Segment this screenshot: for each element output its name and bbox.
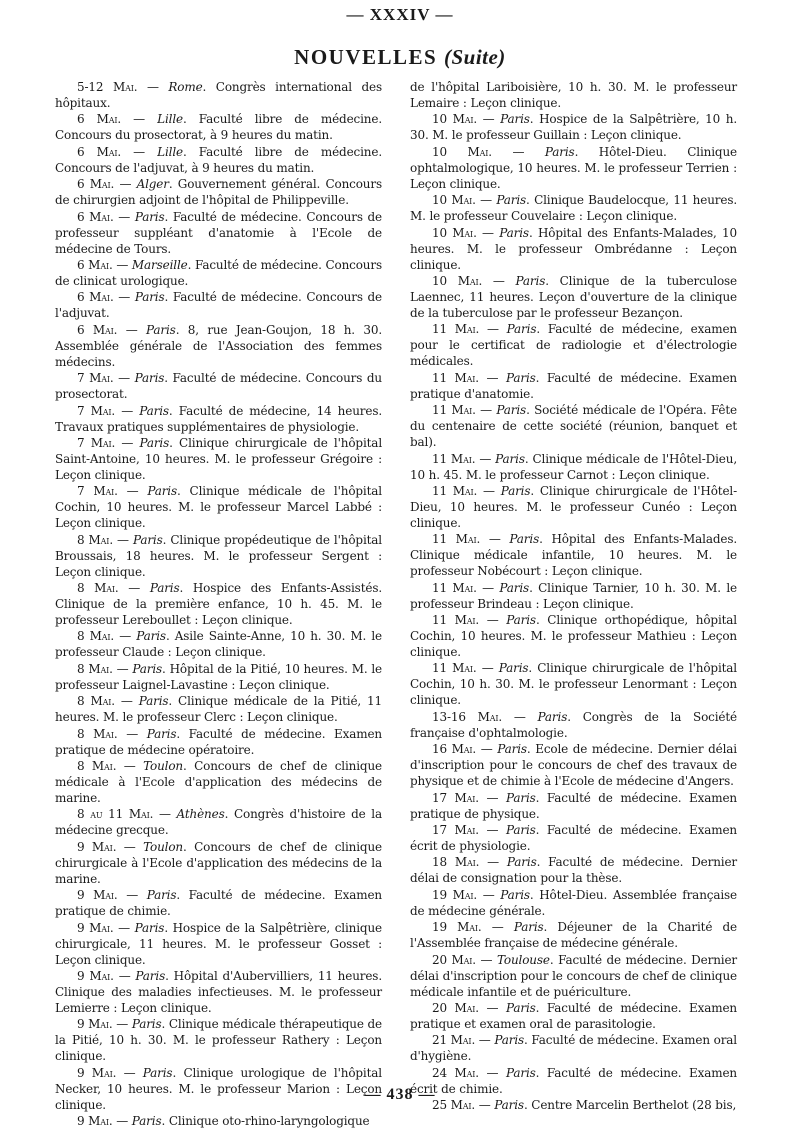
entry-date: 11 Mai. xyxy=(432,613,480,628)
entry-city: Paris xyxy=(499,225,529,240)
entry-date: 7 Mai. xyxy=(77,371,114,386)
entry-date: 24 Mai. xyxy=(432,1065,479,1080)
entry-city: Paris xyxy=(500,887,530,902)
entry-date: 13-16 Mai. xyxy=(432,709,503,724)
news-entry: 6 Mai. — Alger. Gouvernement général. Concours de chirurgien adjoint de l'hôpital de Philippeville. xyxy=(55,177,382,208)
entry-city: Paris xyxy=(513,920,544,935)
news-entry: 11 Mai. — Paris. Clinique médicale de l'Hôtel-Dieu, 10 h. 45. M. le professeur Carnot : Leçon clinique. xyxy=(410,451,737,482)
entry-text: Faculté de médecine, examen pour le certificat de radiologie et d'électrologie médicales. xyxy=(410,322,737,369)
entry-date: 9 Mai. xyxy=(77,888,118,903)
entry-text: Hôpital des Enfants-Malades, 10 heures. M. le professeur Ombrédanne : Leçon clinique. xyxy=(410,225,737,272)
entry-date: 7 Mai. xyxy=(77,435,116,450)
entry-date: 6 Mai. xyxy=(77,177,115,192)
entry-city: Paris xyxy=(134,290,165,305)
entry-date: 19 Mai. xyxy=(432,887,478,902)
entry-city: Paris xyxy=(506,613,536,628)
page-section-number: — XXXIV — xyxy=(346,5,454,24)
entry-city: Paris xyxy=(135,968,166,983)
entry-text: Congrès d'histoire de la médecine grecque. xyxy=(55,807,382,838)
entry-text: Asile Sainte-Anne, 10 h. 30. M. le professeur Claude : Leçon clinique. xyxy=(55,629,382,660)
news-entry: 8 Mai. — Paris. Hôpital de la Pitié, 10 heures. M. le professeur Laignel-Lavastine : Leçon clinique. xyxy=(55,661,382,692)
news-entry: 17 Mai. — Paris. Faculté de médecine. Examen pratique de physique. xyxy=(410,790,737,821)
entry-date: 11 Mai. xyxy=(432,483,478,498)
entry-text: Déjeuner de la Charité de l'Assemblée française de médecine générale. xyxy=(410,920,737,951)
entry-city: Athènes xyxy=(176,807,225,822)
entry-city: Paris xyxy=(505,790,536,805)
entry-text: Faculté de médecine. Concours du prosectorat. xyxy=(55,371,382,402)
entry-text: Faculté de médecine. Examen pratique de médecine opératoire. xyxy=(55,726,382,757)
entry-city: Paris xyxy=(496,403,527,418)
entry-city: Paris xyxy=(537,709,568,724)
news-entry: 13-16 Mai. — Paris. Congrès de la Société française d'ophtalmologie. xyxy=(410,709,737,740)
news-entry: 24 Mai. — Paris. Faculté de médecine. Examen écrit de chimie. xyxy=(410,1065,737,1096)
entry-text: Clinique médicale de la Pitié, 11 heures. M. le professeur Clerc : Leçon clinique. xyxy=(55,694,382,725)
entry-date: 8 Mai. xyxy=(77,532,113,547)
entry-date: 9 Mai. xyxy=(77,1065,117,1080)
entry-text: Faculté libre de médecine. Concours de l'adjuvat, à 9 heures du matin. xyxy=(55,144,382,175)
entry-date: 17 Mai. xyxy=(432,823,479,838)
entry-city: Paris xyxy=(136,629,166,644)
news-entry: 11 Mai. — Paris. Société médicale de l'Opéra. Fête du centenaire de cette société (réunion, banquet et bal). xyxy=(410,403,737,450)
entry-text: Faculté de médecine. Dernier délai d'inscription pour le concours de chef de clinique médicale infantile et de puériculture. xyxy=(410,952,737,999)
entry-text: Faculté de médecine. Examen oral d'hygiène. xyxy=(410,1033,737,1064)
entry-text: Faculté de médecine. Examen pratique d'anatomie. xyxy=(410,370,737,401)
entry-date: 11 Mai. xyxy=(432,532,481,547)
entry-text: Gouvernement général. Concours de chirurgien adjoint de l'hôpital de Philippeville. xyxy=(55,177,382,208)
entry-text: Hôpital des Enfants-Malades. Clinique médicale infantile, 10 heures. M. le professeur Nobécourt : Leçon clinique. xyxy=(410,532,737,579)
news-entry: 11 Mai. — Paris. Clinique chirurgicale de l'hôpital Cochin, 10 h. 30. M. le professeur Lenormant : Leçon clinique. xyxy=(410,661,737,708)
news-entry: 11 Mai. — Paris. Hôpital des Enfants-Malades. Clinique médicale infantile, 10 heures. M. le professeur Nobécourt : Leçon clinique. xyxy=(410,532,737,579)
entry-city: Rome xyxy=(168,80,203,94)
entry-text: Clinique médicale de l'hôpital Cochin, 10 heures. M. le professeur Marcel Labbé : Leçon clinique. xyxy=(55,484,382,531)
entry-text: Faculté de médecine. Dernier délai de consignation pour la thèse. xyxy=(410,855,738,886)
entry-city: Paris xyxy=(134,371,165,386)
news-entry: 6 Mai. — Paris. 8, rue Jean-Goujon, 18 h. 30. Assemblée générale de l'Association des femmes médecins. xyxy=(55,322,382,369)
news-entry: 9 Mai. — Paris. Clinique oto-rhino-laryngologique xyxy=(77,1114,370,1129)
entry-date: 9 Mai. xyxy=(77,1017,113,1032)
entry-city: Paris xyxy=(139,435,170,450)
entry-date: 8 Mai. xyxy=(77,581,119,596)
news-entry: 9 Mai. — Paris. Hospice de la Salpêtrière, clinique chirurgicale, 11 heures. M. le professeur Gosset : Leçon clinique. xyxy=(55,920,382,967)
entry-text: Clinique urologique de l'hôpital Necker, 10 heures. M. le professeur Marion : Leçon clinique. xyxy=(55,1065,382,1112)
entry-date: 6 Mai. xyxy=(77,112,122,127)
entry-date: 8 Mai. xyxy=(77,726,118,741)
news-entry: 5-12 Mai. — Rome. Congrès international des hôpitaux. xyxy=(55,80,382,110)
entry-text: Congrès international des hôpitaux. xyxy=(55,80,382,110)
entry-date: 11 Mai. xyxy=(432,661,477,676)
entry-city: Paris xyxy=(509,532,540,547)
news-entry: 18 Mai. — Paris. Faculté de médecine. Dernier délai de consignation pour la thèse. xyxy=(410,855,738,886)
news-entry: 11 Mai. — Paris. Clinique orthopédique, hôpital Cochin, 10 heures. M. le professeur Mathieu : Leçon clinique. xyxy=(410,613,737,660)
entry-city: Paris xyxy=(146,888,177,903)
news-entry: 8 Mai. — Paris. Asile Sainte-Anne, 10 h. 30. M. le professeur Claude : Leçon clinique. xyxy=(55,629,382,660)
news-entry: 17 Mai. — Paris. Faculté de médecine. Examen écrit de physiologie. xyxy=(410,823,737,854)
entry-city: Paris xyxy=(146,726,177,741)
entry-text: Hôpital d'Aubervilliers, 11 heures. Clinique des maladies infectieuses. M. le professeur Lemierre : Leçon clinique. xyxy=(55,968,382,1015)
entry-date: 8 Mai. xyxy=(77,661,113,676)
entry-city: Toulon xyxy=(143,839,183,854)
entry-text: Hospice de la Salpêtrière, clinique chirurgicale, 11 heures. M. le professeur Gosset : Leçon clinique. xyxy=(55,920,382,967)
news-entry: 19 Mai. — Paris. Hôtel-Dieu. Assemblée française de médecine générale. xyxy=(410,887,737,918)
entry-date: 6 Mai. xyxy=(77,290,114,305)
entry-date: 6 Mai. xyxy=(77,144,122,159)
entry-city: Paris xyxy=(142,1065,173,1080)
entry-city: Paris xyxy=(499,580,530,595)
entry-date: 20 Mai. xyxy=(432,952,476,967)
entry-text: Hospice de la Salpêtrière, 10 h. 30. M. le professeur Guillain : Leçon clinique. xyxy=(410,112,737,143)
entry-city: Paris xyxy=(500,483,531,498)
entry-date: 8 au 11 Mai. xyxy=(77,807,154,822)
news-entry: 8 Mai. — Toulon. Concours de chef de clinique médicale à l'Ecole d'application des médecins de marine. xyxy=(55,759,382,806)
entry-text: Hôtel-Dieu. Assemblée française de médecine générale. xyxy=(410,887,737,918)
entry-date: 21 Mai. xyxy=(432,1033,476,1048)
entry-date: 11 Mai. xyxy=(432,370,479,385)
entry-date: 10 Mai. xyxy=(432,273,483,288)
right-column xyxy=(410,79,737,1114)
entry-city: Paris xyxy=(131,1017,162,1032)
entry-city: Paris xyxy=(494,1033,525,1048)
entry-city: Paris xyxy=(139,403,169,418)
entry-text: Faculté de médecine. Examen écrit de chimie. xyxy=(410,1065,737,1096)
entry-date: 5-12 Mai. xyxy=(77,80,138,94)
entry-date: 8 Mai. xyxy=(77,629,115,644)
entry-date: 10 Mai. xyxy=(432,225,477,240)
entry-city: Paris xyxy=(500,112,530,127)
news-entry: 16 Mai. — Paris. Ecole de médecine. Dernier délai d'inscription pour le concours de chef des travaux de physique et de chimie à l'Ecole de médecine d'Angers. xyxy=(410,742,737,789)
entry-date: 9 Mai. xyxy=(77,968,114,983)
entry-text: Faculté libre de médecine. Concours du prosectorat, à 9 heures du matin. xyxy=(55,112,382,143)
entry-city: Paris xyxy=(506,855,537,870)
entry-text: Faculté de médecine. Examen pratique et examen oral de parasitologie. xyxy=(410,1000,737,1031)
entry-city: Lille xyxy=(157,144,183,159)
news-entry: 8 au 11 Mai. — Athènes. Congrès d'histoire de la médecine grecque. xyxy=(55,807,382,838)
entry-city: Toulon xyxy=(143,759,183,774)
entry-text: Hôtel-Dieu. Clinique ophtalmologique, 10 heures. M. le professeur Terrien : Leçon clinique. xyxy=(410,144,737,191)
entry-text: Clinique de la tuberculose Laennec, 11 heures. Leçon d'ouverture de la clinique de la tuberculose par le professeur Bezançon. xyxy=(410,273,737,320)
entry-text: Clinique Baudelocque, 11 heures. M. le professeur Couvelaire : Leçon clinique. xyxy=(410,193,737,224)
entry-city: Paris xyxy=(132,532,163,547)
entry-text: Société médicale de l'Opéra. Fête du centenaire de cette société (réunion, banquet et bal). xyxy=(410,403,737,450)
entry-city: Paris xyxy=(131,1114,162,1129)
entry-city: Paris xyxy=(506,322,537,337)
entry-city: Paris xyxy=(497,742,527,757)
entry-date: 6 Mai. xyxy=(77,209,114,224)
news-entry: 9 Mai. — Paris. Faculté de médecine. Examen pratique de chimie. xyxy=(55,888,382,919)
entry-text: Clinique propédeutique de l'hôpital Broussais, 18 heures. M. le professeur Sergent : Leçon clinique. xyxy=(55,532,382,579)
news-entry: 7 Mai. — Paris. Faculté de médecine. Concours du prosectorat. xyxy=(55,371,382,402)
entry-city: Paris xyxy=(515,273,546,288)
entry-text: Clinique chirurgicale de l'hôpital Saint-Antoine, 10 heures. M. le professeur Grégoire : Leçon clinique. xyxy=(55,435,383,482)
entry-city: Paris xyxy=(134,209,165,224)
page-title xyxy=(0,44,800,70)
news-entry: 20 Mai. — Toulouse. Faculté de médecine. Dernier délai d'inscription pour le concours de chef de clinique médicale infantile et de puériculture. xyxy=(410,952,737,999)
news-entry xyxy=(410,79,737,111)
entry-city: Paris xyxy=(494,1098,524,1113)
left-column xyxy=(55,79,382,1130)
entry-text: Ecole de médecine. Dernier délai d'inscription pour le concours de chef des travaux de physique et de chimie à l'Ecole de médecine d'Angers. xyxy=(410,742,737,789)
entry-city: Paris xyxy=(132,661,163,676)
entry-city: Paris xyxy=(147,484,178,499)
entry-date: 8 Mai. xyxy=(77,694,115,709)
entry-date: 11 Mai. xyxy=(432,451,476,466)
news-entry: 21 Mai. — Paris. Faculté de médecine. Examen oral d'hygiène. xyxy=(410,1033,737,1064)
news-entry: 8 Mai. — Paris. Clinique médicale de la Pitié, 11 heures. M. le professeur Clerc : Leçon clinique. xyxy=(55,694,382,725)
entry-text: Clinique médicale thérapeutique de la Pitié, 10 h. 30. M. le professeur Rathery : Leçon clinique. xyxy=(55,1017,382,1064)
entry-city: Paris xyxy=(149,581,180,596)
entry-date: 19 Mai. xyxy=(432,920,482,935)
page-number: — 438 — xyxy=(364,1086,436,1103)
news-entry: 9 Mai. — Toulon. Concours de chef de clinique chirurgicale à l'Ecole d'application des médecins de la marine. xyxy=(55,839,382,886)
entry-city: Paris xyxy=(498,661,529,676)
entry-date: 9 Mai. xyxy=(77,920,114,935)
entry-city: Lille xyxy=(157,112,183,127)
news-entry: 10 Mai. — Paris. Clinique Baudelocque, 11 heures. M. le professeur Couvelaire : Leçon clinique. xyxy=(410,193,737,224)
entry-text: Clinique Tarnier, 10 h. 30. M. le professeur Brindeau : Leçon clinique. xyxy=(410,580,737,611)
entry-date: 10 Mai. xyxy=(432,193,476,208)
entry-text: Centre Marcelin Berthelot (28 bis, xyxy=(531,1098,737,1113)
entry-date: 20 Mai. xyxy=(432,1000,479,1015)
news-entry: 8 Mai. — Paris. Faculté de médecine. Examen pratique de médecine opératoire. xyxy=(55,726,382,757)
entry-date: 9 Mai. xyxy=(77,839,117,854)
entry-city: Paris xyxy=(138,694,169,709)
entry-city: Toulouse xyxy=(496,952,550,967)
news-entry: 10 Mai. — Paris. Hôtel-Dieu. Clinique ophtalmologique, 10 heures. M. le professeur Terrien : Leçon clinique. xyxy=(410,144,737,191)
news-entry: 10 Mai. — Paris. Hôpital des Enfants-Malades, 10 heures. M. le professeur Ombrédanne : Leçon clinique. xyxy=(410,225,737,272)
entry-date: 10 Mai. xyxy=(432,112,478,127)
entry-text: Clinique orthopédique, hôpital Cochin, 10 heures. M. le professeur Mathieu : Leçon clinique. xyxy=(410,613,737,660)
news-entry: 11 Mai. — Paris. Clinique chirurgicale de l'Hôtel-Dieu, 10 heures. M. le professeur Cunéo : Leçon clinique. xyxy=(410,483,737,530)
news-entry: 11 Mai. — Paris. Clinique Tarnier, 10 h. 30. M. le professeur Brindeau : Leçon clinique. xyxy=(410,580,737,611)
title-text: NOUVELLES xyxy=(294,45,438,69)
news-entry: 6 Mai. — Paris. Faculté de médecine. Concours de l'adjuvat. xyxy=(55,290,382,321)
entry-date: 25 Mai. xyxy=(432,1098,476,1113)
entry-date: 11 Mai. xyxy=(432,580,477,595)
news-entry: 25 Mai. — Paris. Centre Marcelin Berthelot (28 bis, xyxy=(432,1098,737,1113)
entry-date: 7 Mai. xyxy=(77,484,118,499)
entry-date: 7 Mai. xyxy=(77,403,116,418)
entry-text: Clinique chirurgicale de l'hôpital Cochin, 10 h. 30. M. le professeur Lenormant : Leçon clinique. xyxy=(410,661,737,708)
entry-text: Clinique oto-rhino-laryngologique xyxy=(168,1114,370,1129)
news-entry: 6 Mai. — Lille. Faculté libre de médecine. Concours de l'adjuvat, à 9 heures du matin. xyxy=(55,144,382,175)
entry-date: 6 Mai. xyxy=(77,257,113,272)
news-entry: 6 Mai. — Lille. Faculté libre de médecine. Concours du prosectorat, à 9 heures du matin. xyxy=(55,112,382,143)
news-entry: 9 Mai. — Paris. Clinique médicale thérapeutique de la Pitié, 10 h. 30. M. le professeur Rathery : Leçon clinique. xyxy=(55,1017,382,1064)
news-entry: 6 Mai. — Marseille. Faculté de médecine. Concours de clinicat urologique. xyxy=(55,257,382,288)
entry-date: 6 Mai. xyxy=(77,322,118,337)
entry-text: Faculté de médecine. Concours de professeur suppléant d'anatomie à l'Ecole de médecine de Tours. xyxy=(55,209,382,256)
entry-city: Paris xyxy=(544,144,575,159)
entry-text: Faculté de médecine. Examen pratique de chimie. xyxy=(55,888,382,919)
entry-text: Faculté de médecine. Concours de clinicat urologique. xyxy=(55,257,382,288)
news-entry: 9 Mai. — Paris. Clinique urologique de l'hôpital Necker, 10 heures. M. le professeur Marion : Leçon clinique. xyxy=(55,1065,382,1112)
entry-text: Clinique médicale de l'Hôtel-Dieu, 10 h. 45. M. le professeur Carnot : Leçon clinique. xyxy=(410,451,737,482)
entry-text: Concours de chef de clinique médicale à l'Ecole d'application des médecins de marine. xyxy=(55,759,382,806)
entry-text: 8, rue Jean-Goujon, 18 h. 30. Assemblée générale de l'Association des femmes médecins. xyxy=(55,322,382,369)
entry-city: Marseille xyxy=(131,257,188,272)
news-entry: 20 Mai. — Paris. Faculté de médecine. Examen pratique et examen oral de parasitologie. xyxy=(410,1000,737,1031)
entry-date: 10 Mai. xyxy=(432,144,492,159)
news-entry: 7 Mai. — Paris. Clinique médicale de l'hôpital Cochin, 10 heures. M. le professeur Marcel Labbé : Leçon clinique. xyxy=(55,484,382,531)
news-entry: 10 Mai. — Paris. Clinique de la tuberculose Laennec, 11 heures. Leçon d'ouverture de la clinique de la tuberculose par le professeur Bezançon. xyxy=(410,273,737,320)
entry-date: 18 Mai. xyxy=(432,855,480,870)
entry-city: Paris xyxy=(134,920,165,935)
entry-city: Paris xyxy=(496,193,527,208)
news-entry: 6 Mai. — Paris. Faculté de médecine. Concours de professeur suppléant d'anatomie à l'Ecole de médecine de Tours. xyxy=(55,209,382,256)
news-entry: 7 Mai. — Paris. Faculté de médecine, 14 heures. Travaux pratiques supplémentaires de physiologie. xyxy=(55,403,382,434)
entry-text: Hospice des Enfants-Assistés. Clinique de la première enfance, 10 h. 45. M. le professeur Lereboullet : Leçon clinique. xyxy=(55,581,382,628)
entry-date: 17 Mai. xyxy=(432,790,479,805)
entry-text: de l'hôpital Lariboisière, 10 h. 30. M. le professeur Lemaire : Leçon clinique. xyxy=(410,80,737,110)
entry-city: Paris xyxy=(495,451,525,466)
news-entry: 8 Mai. — Paris. Clinique propédeutique de l'hôpital Broussais, 18 heures. M. le professeur Sergent : Leçon clinique. xyxy=(55,532,382,579)
entry-city: Paris xyxy=(146,322,176,337)
entry-city: Paris xyxy=(505,370,536,385)
entry-text: Congrès de la Société française d'ophtalmologie. xyxy=(410,709,737,740)
entry-text: Faculté de médecine. Examen pratique de physique. xyxy=(410,790,737,821)
entry-city: Paris xyxy=(505,823,536,838)
entry-date: 11 Mai. xyxy=(432,403,476,418)
news-entry: 8 Mai. — Paris. Hospice des Enfants-Assistés. Clinique de la première enfance, 10 h. 45. M. le professeur Lereboullet : Leçon clinique. xyxy=(55,581,382,628)
entry-text: Hôpital de la Pitié, 10 heures. M. le professeur Laignel-Lavastine : Leçon clinique. xyxy=(55,661,382,692)
entry-text: Faculté de médecine. Examen écrit de physiologie. xyxy=(410,823,737,854)
news-entry: 10 Mai. — Paris. Hospice de la Salpêtrière, 10 h. 30. M. le professeur Guillain : Leçon clinique. xyxy=(410,112,737,143)
entry-date: 9 Mai. xyxy=(77,1114,113,1129)
entry-date: 16 Mai. xyxy=(432,742,477,757)
entry-city: Paris xyxy=(505,1000,536,1015)
entry-text: Faculté de médecine, 14 heures. Travaux pratiques supplémentaires de physiologie. xyxy=(55,403,382,434)
entry-text: Concours de chef de clinique chirurgicale à l'Ecole d'application des médecins de la marine. xyxy=(55,839,382,886)
news-entry: 11 Mai. — Paris. Faculté de médecine, examen pour le certificat de radiologie et d'électrologie médicales. xyxy=(410,322,737,369)
entry-city: Alger xyxy=(136,177,169,192)
news-entry: 19 Mai. — Paris. Déjeuner de la Charité de l'Assemblée française de médecine générale. xyxy=(410,920,737,951)
news-entry: 11 Mai. — Paris. Faculté de médecine. Examen pratique d'anatomie. xyxy=(410,370,737,401)
title-suite: (Suite) xyxy=(443,45,506,69)
entry-date: 11 Mai. xyxy=(432,322,480,337)
entry-date: 8 Mai. xyxy=(77,759,117,774)
entry-text: Clinique chirurgicale de l'Hôtel-Dieu, 10 heures. M. le professeur Cunéo : Leçon clinique. xyxy=(410,483,737,530)
entry-text: Faculté de médecine. Concours de l'adjuvat. xyxy=(55,290,382,321)
news-entry: 7 Mai. — Paris. Clinique chirurgicale de l'hôpital Saint-Antoine, 10 heures. M. le professeur Grégoire : Leçon clinique. xyxy=(55,435,383,482)
news-entry: 9 Mai. — Paris. Hôpital d'Aubervilliers, 11 heures. Clinique des maladies infectieuses. M. le professeur Lemierre : Leçon clinique. xyxy=(55,968,382,1015)
entry-city: Paris xyxy=(505,1065,536,1080)
